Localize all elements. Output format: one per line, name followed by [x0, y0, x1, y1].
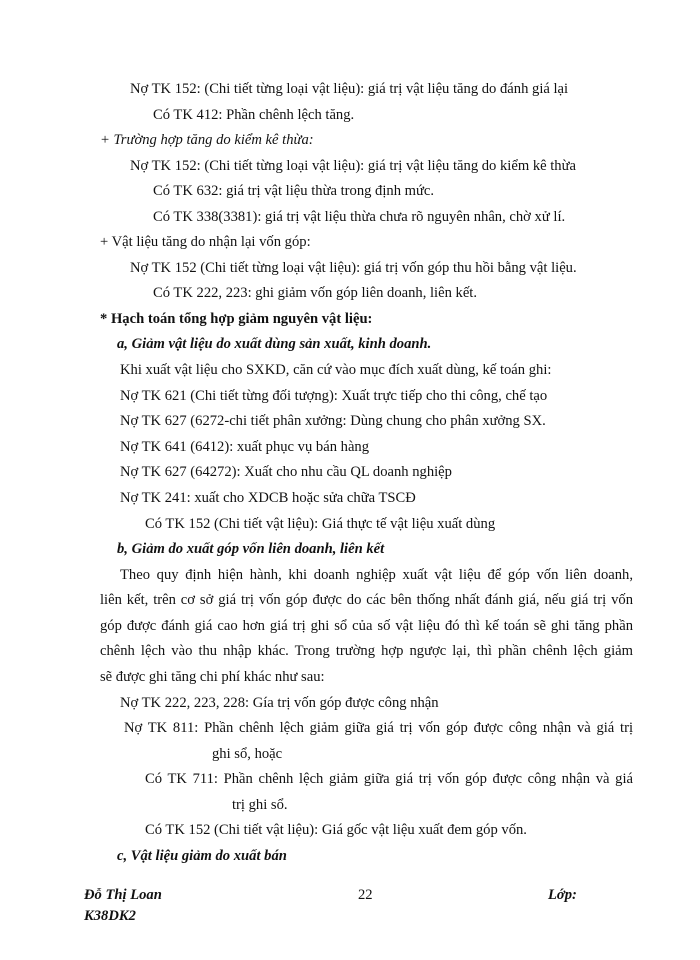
text-line: Có TK 632: giá trị vật liệu thừa trong định mức. [153, 183, 435, 199]
text-line: Nợ TK 627 (64272): Xuất cho nhu cầu QL doanh nghiệp [120, 464, 452, 480]
text-line: Có TK 338(3381): giá trị vật liệu thừa chưa rõ nguyên nhân, chờ xử lí. [153, 209, 566, 225]
paragraph-line: liên kết, trên cơ sở giá trị vốn góp được do các bên thống nhất đánh giá, nếu giá trị vốn [100, 592, 633, 608]
text-line: Nợ TK 627 (6272-chi tiết phân xưởng: Dùng chung cho phân xưởng SX. [120, 413, 546, 429]
subsection-heading: b, Giảm do xuất góp vốn liên doanh, liên kết [117, 541, 385, 557]
text-line: trị ghi sổ. [232, 797, 288, 813]
text-line: Nợ TK 241: xuất cho XDCB hoặc sửa chữa TSCĐ [120, 490, 416, 506]
text-line: Nợ TK 152 (Chi tiết từng loại vật liệu): giá trị vốn góp thu hồi bằng vật liệu. [130, 260, 577, 276]
text-line: Có TK 152 (Chi tiết vật liệu): Giá thực tế vật liệu xuất dùng [145, 516, 496, 532]
text-line: Khi xuất vật liệu cho SXKD, căn cứ vào mục đích xuất dùng, kế toán ghi: [120, 362, 552, 378]
section-heading: * Hạch toán tổng hợp giảm nguyên vật liệu: [100, 311, 373, 327]
subsection-heading: c, Vật liệu giảm do xuất bán [117, 848, 287, 864]
text-line: + Vật liệu tăng do nhận lại vốn góp: [100, 234, 311, 250]
text-line: Nợ TK 641 (6412): xuất phục vụ bán hàng [120, 439, 370, 455]
paragraph-line: chênh lệch vào thu nhập khác. Trong trường hợp ngược lại, thì phần chênh lệch giảm [100, 643, 633, 659]
text-line: Nợ TK 621 (Chi tiết từng đối tượng): Xuất trực tiếp cho thi công, chế tạo [120, 388, 548, 404]
paragraph-line: Theo quy định hiện hành, khi doanh nghiệp xuất vật liệu để góp vốn liên doanh, [120, 567, 633, 583]
paragraph-line: góp được đánh giá cao hơn giá trị ghi sổ của số vật liệu đó thì kế toán sẽ ghi tăng phần [100, 618, 633, 634]
text-line: Nợ TK 222, 223, 228: Gía trị vốn góp được công nhận [120, 695, 439, 711]
footer-page-number: 22 [358, 887, 373, 903]
text-line: ghi sổ, hoặc [212, 746, 283, 762]
footer-class-code: K38DK2 [84, 908, 136, 924]
text-line: Có TK 711: Phần chênh lệch giảm giữa giá trị vốn góp được công nhận và giá [145, 771, 633, 787]
subheading: + Trường hợp tăng do kiểm kê thừa: [100, 132, 314, 148]
text-line: Nợ TK 152: (Chi tiết từng loại vật liệu): giá trị vật liệu tăng do đánh giá lại [130, 81, 569, 97]
footer-author: Đỗ Thị Loan [84, 887, 162, 903]
text-line: Nợ TK 152: (Chi tiết từng loại vật liệu): giá trị vật liệu tăng do kiểm kê thừa [130, 158, 576, 174]
footer-class-label: Lớp: [548, 887, 577, 903]
paragraph-line: sẽ được ghi tăng chi phí khác như sau: [100, 669, 325, 685]
text-line: Có TK 152 (Chi tiết vật liệu): Giá gốc vật liệu xuất đem góp vốn. [145, 822, 527, 838]
subsection-heading: a, Giảm vật liệu do xuất dùng sản xuất, kinh doanh. [117, 336, 432, 352]
text-line: Có TK 412: Phần chênh lệch tăng. [153, 107, 355, 123]
text-line: Nợ TK 811: Phần chênh lệch giảm giữa giá trị vốn góp được công nhận và giá trị [124, 720, 633, 736]
text-line: Có TK 222, 223: ghi giảm vốn góp liên doanh, liên kết. [153, 285, 478, 301]
